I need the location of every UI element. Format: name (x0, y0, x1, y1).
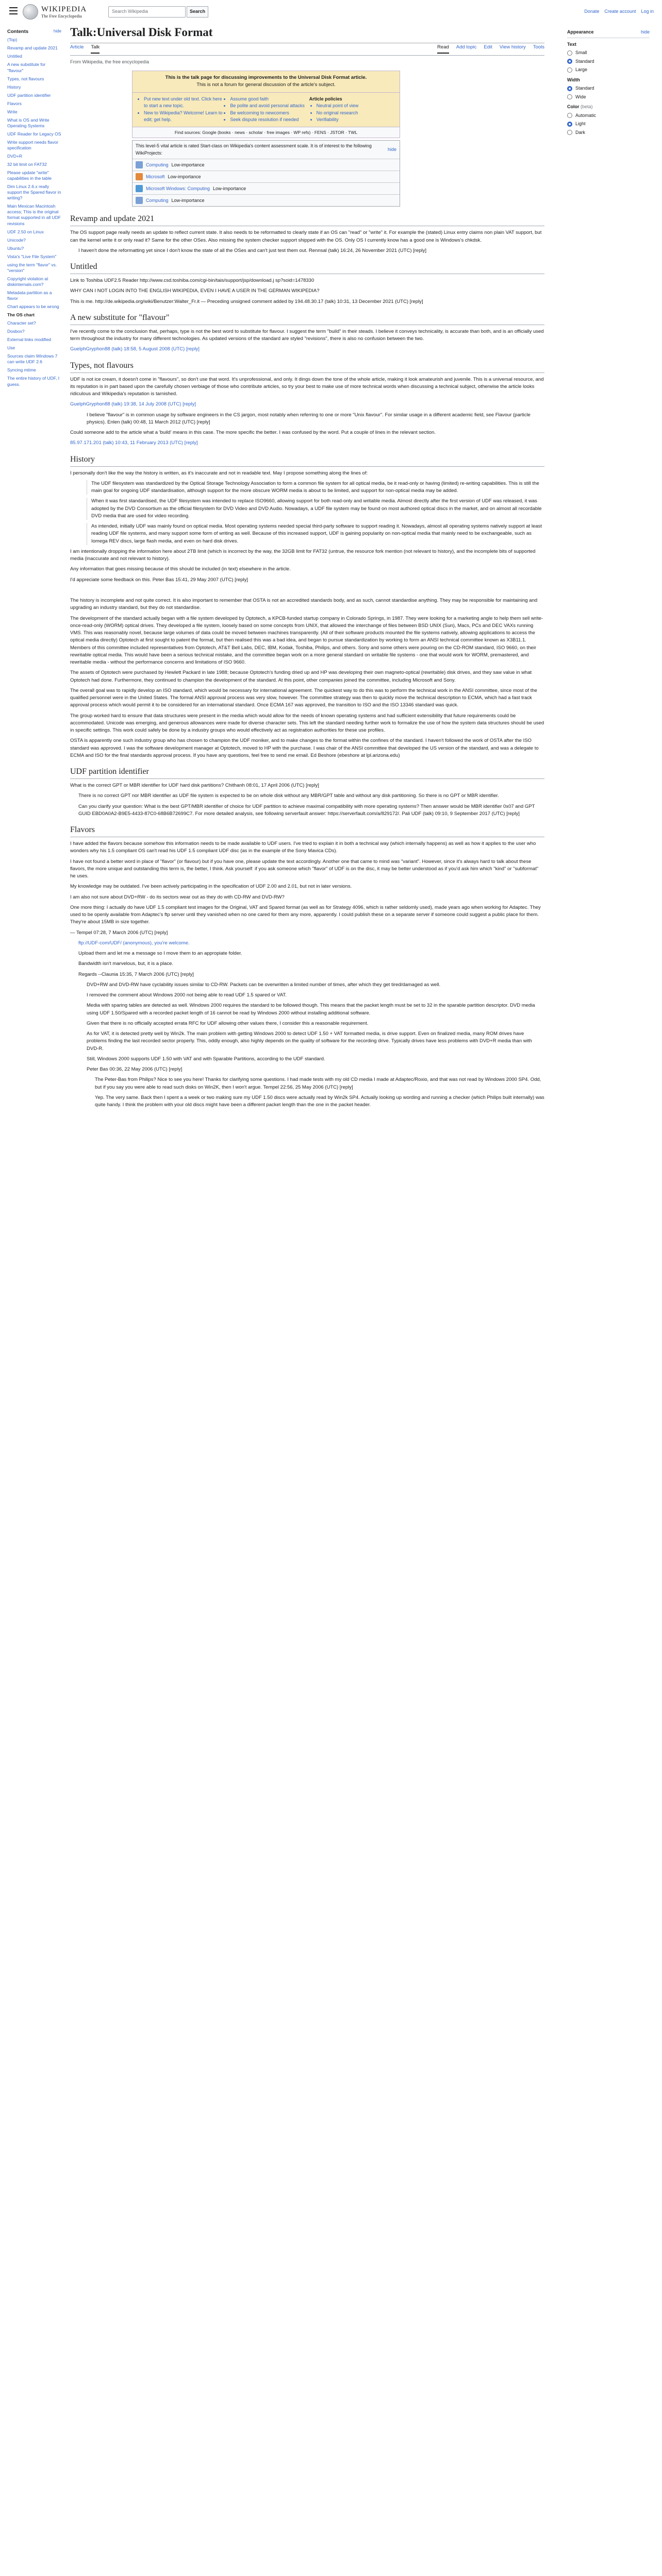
page-title: Talk:Universal Disk Format (70, 21, 544, 43)
create-account-link[interactable]: Create account (604, 9, 636, 14)
brand-tagline: The Free Encyclopedia (41, 13, 82, 19)
wikiproject-banner (132, 140, 400, 207)
talk-header-line1: This is the talk page for discussing improvements to the Universal Disk Format article. (165, 75, 367, 80)
text-size-option-label: Large (575, 67, 588, 72)
toc-item[interactable]: Write (7, 109, 18, 114)
windows-icon (136, 185, 143, 192)
comment: Link to Toshiba UDF2.5 Reader http://www.csd.toshiba.com/cgi-bin/tais/support/jsp/download.j sp?soid=1478330 (70, 278, 315, 283)
toc-item[interactable]: Revamp and update 2021 (7, 45, 58, 51)
signature[interactable]: GuelphGryphon88 (talk) 19:38, 14 July 2008 (UTC) [reply] (70, 401, 196, 408)
toc-item[interactable]: Syncing mtime (7, 367, 36, 373)
tab-view-history[interactable]: View history (499, 44, 526, 50)
comment: UDF is not ice cream, it doesn't come in "flavours", so don't use that word. It's unprofessional, and only. It dings down the tone of the whole article, making it look amateurish and juvenile. This is a universal resource, and its reputation is in part based upon the carefully chosen verbiage of those who contribute articles, so try your best to make use of more technical words when discussing a technical subject, otherwise the article looks ridiculous and Wikipedia's reputation is tarnished. (70, 376, 544, 397)
talk-header-box (132, 71, 400, 93)
tab-add-topic[interactable]: Add topic (456, 44, 477, 50)
comment: This is me. http://de.wikipedia.org/wiki/Benutzer:Walter_Fr.it — Preceding unsigned comment added by 194.48.30.17 (talk) 10:31, 13 December 2021 (UTC) [reply] (70, 298, 423, 304)
width-label: Width (567, 77, 580, 82)
toc-item[interactable]: Use (7, 345, 15, 351)
wikipedia-logo[interactable] (23, 4, 87, 20)
toc-item[interactable]: A new substitute for "flavour" (7, 62, 46, 73)
appearance-panel (567, 29, 650, 138)
project-hide-button[interactable]: hide (387, 147, 396, 152)
comment: I removed the comment about Windows 2000 not being able to read UDF 1.5 spared or VAT. (87, 992, 287, 998)
color-beta-tag: (beta) (581, 104, 593, 109)
color-option-label: Automatic (575, 112, 597, 118)
project-name[interactable]: Computing (146, 197, 169, 203)
radio-icon[interactable] (567, 59, 572, 64)
comment: Peter Bas 00:36, 22 May 2006 (UTC) [reply] (87, 1066, 183, 1072)
color-option-label: Light (575, 121, 586, 126)
article-policies-title: Article policies (309, 96, 342, 101)
project-importance: Low-importance (171, 197, 205, 203)
radio-icon[interactable] (567, 130, 572, 135)
tab-article[interactable]: Article (70, 44, 84, 50)
main-content (70, 21, 544, 1112)
toc-item[interactable]: Dosbox? (7, 329, 25, 334)
search-input[interactable]: Search Wikipedia (108, 6, 186, 18)
guideline-link[interactable]: • Be polite and avoid personal attacks (230, 103, 309, 110)
toc-item[interactable]: What is OS and Write Operating Systems (7, 117, 49, 128)
guideline-link[interactable]: • Assume good faith (230, 96, 309, 103)
section-heading: History (70, 453, 544, 467)
comment: The development of the standard actually began with a file system developed by Optotech, a KPCB-funded startup company in Colorado Springs, in 1987. They were looking for a marketing angle to help them sell write-once-read-only (WORM) optical drives. They developed a file system, loosely based on some concepts from UNIX, that allowed the interchange of files between BSD UNIX (Sun), Macs, PCs and DEC VAXs running VMS. This was reasonably novel, because large volumes of data could be moved between machines transparently. (All of their software products mounted the file systems natively, allowing applications to access the optical media directly) Optotech at first sought to patent the format, but then realised this was a bad idea, and began to pursue standardization by working to form an ANSI technical committee known as X3B11.1. Members of this committee included representatives from Optotech, AT&T Bell Labs, DEC, IBM, Kodak, Toshiba, Philips, and others. Sony and some others were pouring on the CD-ROM standard, ISO 9660, on their rewritable optical media. This would have been a serious technical mistake, and the committee began work on a more general standard on writable file systems - one that would work for WORM, premastered, and rewritable media - without the performance concerns and limitations of ISO 9660. (70, 615, 543, 665)
search-button[interactable]: Search (187, 6, 208, 18)
toc-item[interactable]: Unicode? (7, 237, 26, 243)
donate-link[interactable]: Donate (584, 9, 600, 14)
quoted-proposal: The UDF filesystem was standardized by the Optical Storage Technology Association to form a common file system for all optical media, be it read-only or having (limited) re-writing capabilities. This is still the main goal for ongoing UDF standardisation, although support for the more obscure WORM media is about to be limited, and support for non-optical media may be added. (87, 480, 544, 495)
tab-tools[interactable]: Tools (533, 44, 544, 50)
toc-item[interactable]: UDF partition identifier (7, 92, 51, 98)
comment: Can you clarify your question: What is the best GPT/MBR identifier of choice for UDF partition to achieve maximal compatibility with more operating systems? Then answer would be MBR identifier 0x07 and GPT GUID EBD0A0A2-B9E5-4433-87C0-68B6B72699C7. For more detailed analysis, see following serverfault answer: https://serverfault.com/a/829172/. Pali UDF (talk) 09:10, 9 September 2017 (UTC) [reply] (78, 803, 535, 817)
toc-item[interactable]: History (7, 84, 21, 90)
toc-item[interactable]: External links modified (7, 337, 52, 343)
text-size-option[interactable] (567, 66, 650, 74)
toc-item[interactable]: Chart appears to be wrong (7, 304, 59, 310)
comment: There is no correct GPT nor MBR identifier as UDF file system is expected to be on whole disk without any MBR/GPT table and without any disk partitioning. So there is no GPT or MBR identifier. (78, 793, 499, 799)
comment: The group worked hard to ensure that data structures were present in the media which would allow for the needs of known operating systems and had sufficient extensibility that future requirements could be accommodated. Unicode was emerging, and generous allowances were made for diverse character sets. This left the standard needing further work to formalize the use of how the system data structures should be used in specific settings. This work could safely be done by a industry groups who would effectively act as registration authorities for these use profiles. (70, 713, 544, 733)
from-wikipedia: From Wikipedia, the free encyclopedia (70, 59, 150, 64)
comment: I am also not sure about DVD+RW - do its sectors wear out as they do with CD-RW and DVD-RW? (70, 894, 285, 900)
radio-icon[interactable] (567, 94, 572, 99)
comment: What is the correct GPT or MBR identifier for UDF hard disk partitions? Chithanh 08:01, 17 April 2006 (UTC) [reply] (70, 783, 319, 788)
comment: — Tempel 07:28, 7 March 2006 (UTC) [reply] (70, 929, 168, 936)
color-label: Color (567, 104, 580, 109)
comment: The Peter-Bas from Philips? Nice to see you here! Thanks for clarifying some questions. I had made tests with my old CD media I made at Adaptec/Roxio, and that was not read by Windows 2000 SP4. Odd, but if you say you were able to read such disks on Win2K, then I won't argue. Tempel 22:56, 25 May 2006 (UTC) [reply] (95, 1077, 541, 1090)
toc-item[interactable]: Dim Linux 2.6.x really support the Spared flavor in writing? (7, 184, 61, 201)
toc-item[interactable]: Please update "write" capabilities in the table (7, 170, 52, 181)
policy-link[interactable]: • Neutral point of view (317, 103, 395, 110)
comment: I have not found a better word in place of "flavor" (or flavour) but if you have one, please update the text accordingly. Another one that came to mind was "variant". However, since it's always hard to talk about these flavors, the more unique and outstanding this term is, the better, I think. Ask yourself: if you ask someone which "flavor" of UDF is on the disc, it may be better understood as if you'd ask him which "kind" or "subformat" he uses. (70, 858, 539, 879)
text-size-option-label: Small (575, 50, 587, 55)
toc-item[interactable]: The entire history of UDF, I guess. (7, 376, 60, 387)
section-heading: A new substitute for "flavour" (70, 312, 544, 325)
find-sources[interactable]: Find sources: Google (books · news · scholar · free images · WP refs) · FENS · JSTOR · TWL (132, 127, 400, 139)
comment: OSTA is apparently one such industry group who has chosen to champion the UDF moniker, and to make changes to the format within the confines of the standard. I haven't followed the work of OSTA after the ISO standard was approved. I was the software development manager at Optotech, moved to HP with the purchase. I was chair of the ANSI committee that developed the US version of the standard, and was a delegate to ECMA and ISO for the final standards approval process. If you have any questions, feel free to send me email. Ed Beshore (ebeshore at lpl.arizona.edu) (70, 738, 539, 758)
globe-icon (23, 4, 38, 20)
comment: The assets of Optotech were purchased by Hewlett Packard in late 1988; because Optotech's funding dried up and HP was developing their own magneto-optical (rewritable) disk drives, and they saw value in what Optotech had done. Furthermore, they continued to champion the development of the standard. At this point, other companies joined the committee, including Microsoft and Sony. (70, 670, 532, 683)
radio-icon[interactable] (567, 122, 572, 127)
tab-read[interactable]: Read (437, 44, 449, 53)
toc-item[interactable]: UDF 2.50 on Linux (7, 229, 44, 234)
policy-link[interactable]: • No original research (317, 110, 395, 117)
width-option[interactable] (567, 94, 650, 101)
radio-icon[interactable] (567, 113, 572, 118)
computing-icon (136, 197, 143, 204)
project-importance: Low-importance (171, 162, 205, 167)
quoted-proposal: When it was first standardised, the UDF filesystem was intended to replace ISO9660, allowing support for both read-only and writable media. Almost directly after the first version of UDF was released, it was adopted by the DVD Consortium as the official filesystem for DVD Video and DVD Audio. Nowadays, a UDF file system may be found on most authored optical discs in the market, and on almost all recordable DVD media that are used for video recording. (87, 498, 544, 520)
project-importance: Low-importance (168, 174, 201, 179)
comment: I personally don't like the way the history is written, as it's inaccurate and not in readable text. May I propose something along the lines of: (70, 470, 368, 476)
toc-item[interactable]: (Top) (7, 37, 18, 43)
project-importance: Low-importance (213, 185, 246, 191)
width-option[interactable] (567, 85, 650, 92)
section-heading: Types, not flavours (70, 360, 544, 373)
page-tabs (70, 43, 544, 56)
comment: WHY CAN I NOT LOGIN INTO THE ENGLISH WIKIPEDIA, EVEN I HAVE A USER IN THE GERMAN WIKIPEDIA? (70, 288, 320, 294)
toc-item[interactable]: Main Mexican Macintosh access; This is the original format supported in all UDF revisions (7, 204, 61, 226)
comment: As for VAT, it is detected pretty well by Win2k. The main problem with getting Windows 2000 to detect UDF 1.50 + VAT formatted media, is drive support. Even on finalized media, many ROM drives have problems finding the last recorded sector properly. This, oddly enough, also highly depends on the quality of software for the recording drive. Typically drives have less problems with DVD+R media than with DVD-R. (87, 1031, 532, 1052)
comment: Any information that goes missing because of this should be included (in text) elsewhere in the article. (70, 566, 291, 572)
toc-item[interactable]: using the term "flavor" vs. "version" (7, 262, 57, 273)
quoted-proposal: As intended, initially UDF was mainly found on optical media. Most operating systems needed special third-party software to support reading it. Nowadays, almost all operating systems natively support at least reading UDF file systems, and many support some form of writing as well. Because of this increased support, UDF is gaining popularity on non-optical media that mainly need to be exchangeable, such as Iomega REV discs, large flash media, and even on hard disk drives. (87, 523, 544, 545)
toc-item[interactable]: Types, not flavours (7, 76, 44, 81)
text-size-option[interactable] (567, 49, 650, 57)
section-heading: Revamp and update 2021 (70, 213, 544, 226)
toc-item[interactable]: UDF Reader for Legacy OS (7, 131, 61, 137)
color-option[interactable] (567, 129, 650, 137)
toc-item[interactable]: DVD+R (7, 154, 23, 159)
table-of-contents (7, 29, 61, 390)
talk-guidelines (132, 93, 400, 127)
text-size-option[interactable] (567, 58, 650, 65)
comment: I'd appreciate some feedback on this. Peter Bas 15:41, 29 May 2007 (UTC) [reply] (70, 577, 249, 583)
comment: I am intentionally dropping the information here about 2TB limit (which is incorrect by the way, the 32GB limit for FAT32 (untrue, the resource fork mention (not relevant to history), and the incomplete bits of supported media (inaccurate and not relevant to history). (70, 548, 536, 562)
appearance-hide-button[interactable]: hide (640, 29, 650, 35)
comment[interactable]: ftp://UDF-com/UDF/ (anonymous), you're welcome. (78, 940, 190, 946)
policy-link[interactable]: • Verifiability (317, 116, 395, 124)
appearance-title: Appearance (567, 29, 594, 35)
project-header: This level-5 vital article is rated Start-class on Wikipedia's content assessment scale. It is of interest to the following WikiProjects: (136, 143, 372, 156)
comment: I haven't done the reformatting yet since I don't know the state of all the OSes and can't just test them out. Rennsal (talk) 16:24, 26 November 2021 (UTC) [reply] (78, 247, 427, 253)
color-option[interactable] (567, 121, 650, 128)
comment: Yep. The very same. Back then I spent a a week or two making sure my UDF 1.50 discs were actually read by Win2k SP4. Actually looking up wording and running a checker (which Philips built internally) was quite handy. I think the problem with your old discs might have been a different packet length than the one in the packet header. (95, 1094, 544, 1108)
comment: Upload them and let me a message so I move them to an appropiate folder. (78, 951, 242, 956)
toc-item[interactable]: Copyright violation at diskinternals.com? (7, 276, 48, 287)
comment: Still, Windows 2000 supports UDF 1.50 with VAT and with Sparable Partitions, according to the UDF standard. (87, 1056, 325, 1062)
main-menu-icon[interactable] (9, 7, 18, 14)
toc-item[interactable]: Character set? (7, 320, 36, 326)
comment: Regards --Claunia 15:35, 7 March 2006 (UTC) [reply] (78, 971, 194, 977)
guideline-link[interactable]: • Be welcoming to newcomers (230, 110, 309, 117)
toc-item[interactable]: Flavors (7, 100, 22, 106)
project-name[interactable]: Microsoft (146, 174, 165, 179)
comment: DVD+RW and DVD-RW have cyclability issues similar to CD-RW. Packets can be overwritten a limited number of times, after which they get tired/damaged as well. (87, 981, 441, 988)
welcome-link[interactable]: • New to Wikipedia? Welcome! Learn to edit; get help. (144, 110, 223, 124)
comment: The overall goal was to rapidly develop an ISO standard, which would be necessary for international agreement. The quickest way to do this was to perform the technical work in the ANSI committee, since most of the qualified personnel were in the United States. The formal ANSI approval process was very slow, however. The committee strategy was then to quickly move the technical description to ECMA, which had a fast track approval process which would permit it to be considered for an international standard. Once ECMA 167 was approved, the transition to ISO and the ISO 13346 standard was quick. (70, 687, 537, 708)
comment: My knowledge may be outdated. I've been actively participating in the specification of UDF 2.00 and 2.01, but not in later versions. (70, 884, 352, 890)
tab-edit[interactable]: Edit (484, 44, 492, 50)
toc-item[interactable]: Vista's "Live File System" (7, 253, 57, 259)
width-option-label: Standard (575, 86, 594, 91)
text-size-option-label: Standard (575, 58, 594, 64)
toc-title: Contents (7, 29, 29, 35)
comment: The history is incomplete and not quite correct. It is also important to remember that OSTA is not an accredited standards body, and as such, cannot standardise anything. They may be responsible for maintaining and upgrading an industry standard, but they do not standardise. (70, 598, 538, 611)
guideline-link[interactable]: • Seek dispute resolution if needed (230, 116, 309, 124)
comment: Could someone add to the article what a 'build' means in this case. The more specific the better. I was confused by the word. Put a couple of lines in the relevant section. (70, 430, 436, 435)
color-option[interactable] (567, 112, 650, 120)
project-name[interactable]: Computing (146, 162, 169, 167)
comment: The OS support page really needs an update to reflect current state. It also needs to be reformatted to clearly state if an OS can "read" or "write" it. For example the (stated) Linux entry claims non plain VAT support, but can the kernel write it or only read it? Same for the other OSes. Also missing the system checker support shipped with the OS. Only OS I currently know has a good one is Windows's chkdsk. (70, 230, 542, 243)
toc-item[interactable]: Metadata partition as a flavor (7, 290, 52, 301)
signature[interactable]: 85.97.171.201 (talk) 10:43, 11 February 2013 (UTC) [reply] (70, 440, 198, 446)
new-topic-link[interactable]: • Put new text under old text. Click here to start a new topic. (144, 96, 223, 110)
width-option-label: Wide (575, 94, 586, 99)
toc-item[interactable]: The OS chart (7, 312, 35, 318)
comment: Given that there is no officially accepted errata RFC for UDF allowing other values there, I consider this a reasonable requirement. (87, 1020, 369, 1026)
computing-icon (136, 161, 143, 168)
comment: Media with sparing tables are detected as well. Windows 2000 requires the standard to be followed though. This means that the packet length must be set to 32 in the sparable partition descriptor. DVD media using UDF 1.50/Spared with a recorded packet length of 16 cannot be read by Windows 2000 without installing additional software. (87, 1003, 535, 1016)
section-heading: UDF partition identifier (70, 766, 544, 779)
comment: I've recently come to the conclusion that, perhaps, type is not the best word to substitute for flavour. I suggest the term "build" in their steads. I believe it conveys technicality, is accurate than both, and is an officially used term throughout the industry for many different technologies. As updated versions of the standard are styled "revisions", there is also no confusion between the two. (70, 328, 544, 342)
toc-hide-button[interactable]: hide (53, 29, 61, 33)
toc-item[interactable]: Sources claim Windows 7 can write UDF 2.6 (7, 353, 58, 365)
toc-item[interactable]: Untitled (7, 54, 22, 59)
toc-item[interactable]: 32 bit limit on FAT32 (7, 162, 47, 167)
talk-header-line2: This is not a forum for general discussion of the article's subject. (196, 82, 336, 88)
radio-icon[interactable] (567, 50, 572, 56)
section-heading: Untitled (70, 261, 544, 274)
radio-icon[interactable] (567, 86, 572, 91)
tab-talk[interactable]: Talk (91, 44, 100, 53)
color-option-label: Dark (575, 129, 586, 135)
comment: I believe "flavour" is in common usage by software engineers in the CS jargon, most notably when referring to one or more "Unix flavour". For similar usage in a different academic field, see Flavour (particle physics). Enlen (talk) 00:48, 11 March 2012 (UTC) [reply] (87, 412, 531, 425)
toc-item[interactable]: Ubuntu? (7, 245, 24, 251)
toc-item[interactable]: Write support needs flavor specification (7, 139, 59, 150)
user-links (584, 8, 654, 15)
project-name[interactable]: Microsoft Windows: Computing (146, 185, 210, 191)
signature[interactable]: GuelphGryphon88 (talk) 18:58, 5 August 2008 (UTC) [reply] (70, 346, 200, 352)
brand-wordmark: WIKIPEDIA (41, 5, 87, 13)
microsoft-icon (136, 173, 143, 180)
section-heading: Flavors (70, 824, 544, 837)
log-in-link[interactable]: Log in (641, 9, 654, 14)
comment: Bandwidth isn't marvelous, but, it is a place. (78, 961, 173, 967)
comment: I have added the flavors because somehow this information needs to be made available to UDF users. I've tried to explain it in both a technical way (which internally happens) as well as how it applies to the user who wonders why his 1.5 compliant OS can't read his UDF 1.5 compliant UDF disc (as in the example of the Sony Mavica CDs). (70, 841, 536, 854)
text-size-label: Text (567, 41, 576, 47)
radio-icon[interactable] (567, 67, 572, 73)
comment: One more thing: I actually do have UDF 1.5 compliant test images for the Original, VAT and Spared format (as well as for Strategy 4096, which is rather seldomly used), made years ago when working for Adaptec. They used to be openly available from Adaptec's ftp server until they vanished when no one cared for them any more, apparently. I could publish these on a separate server if someone could suggest a public place for them. They're about 15MB in size together. (70, 904, 541, 925)
